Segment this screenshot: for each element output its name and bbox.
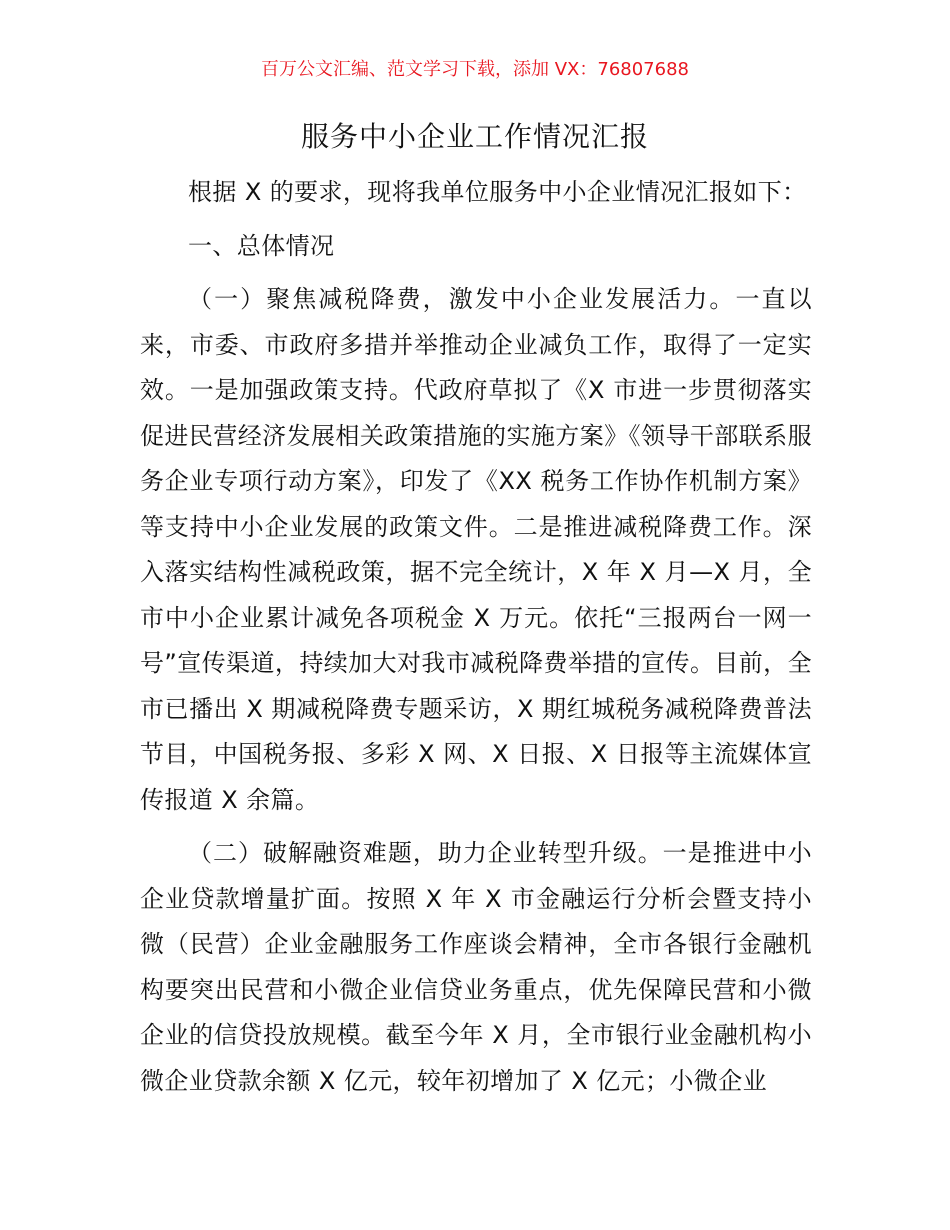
- body-paragraph: （一）聚焦减税降费，激发中小企业发展活力。一直以来，市委、市政府多措并举推动企业减负工作，取得了一定实效。一是加强政策支持。代政府草拟了《X 市进一步贯彻落实促进民营经济发展相关政策措施的实施方案》《领导干部联系服务企业专项行动方案》，印发了《XX 税务工作协作机制方案》等支持中小企业发展的政策文件。二是推进减税降费工作。深入落实结构性减税政策，据不完全统计，X 年 X 月—X 月，全市中小企业累计减免各项税金 X 万元。依托“三报两台一网一号”宣传渠道，持续加大对我市减税降费举措的宣传。目前，全市已播出 X 期减税降费专题采访，X 期红城税务减税降费普法节目，中国税务报、多彩 X 网、X 日报、X 日报等主流媒体宣传报道 X 余篇。: [140, 285, 812, 814]
- intro-paragraph: 根据 X 的要求，现将我单位服务中小企业情况汇报如下：: [188, 178, 807, 206]
- section-heading: 一、总体情况: [188, 231, 335, 260]
- document-body: [140, 170, 812, 1104]
- document-title: 服务中小企业工作情况汇报: [300, 120, 649, 153]
- body-paragraph: （二）破解融资难题，助力企业转型升级。一是推进中小企业贷款增量扩面。按照 X 年 X 市金融运行分析会暨支持小微（民营）企业金融服务工作座谈会精神，全市各银行金融机构要突出民营和小微企业信贷业务重点，优先保障民营和小微企业的信贷投放规模。截至今年 X 月，全市银行业金融机构小微企业贷款余额 X 亿元，较年初增加了 X 亿元；小微企业: [140, 839, 812, 1095]
- watermark-banner: 百万公文汇编、范文学习下载，添加 VX：76807688: [261, 59, 689, 80]
